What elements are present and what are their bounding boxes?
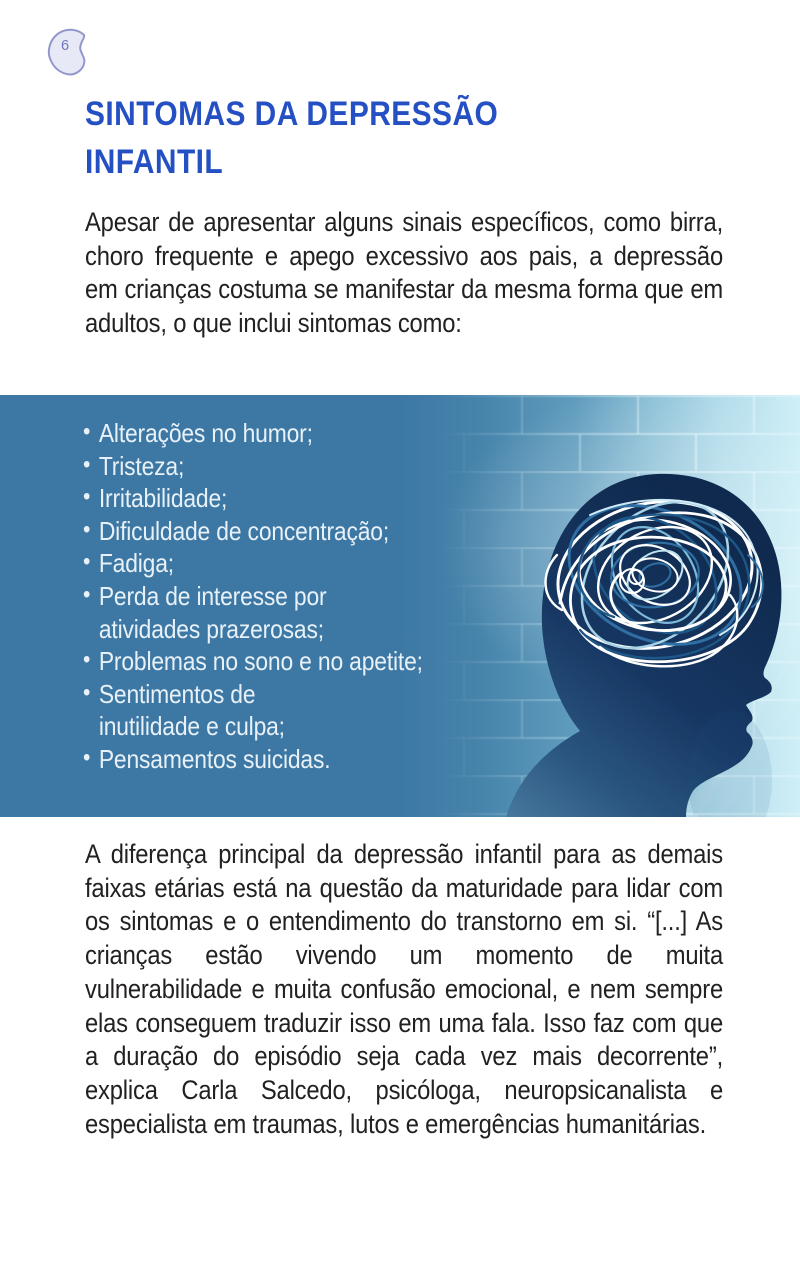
bullet-dot: • (83, 418, 91, 445)
symptom-line: inutilidade e culpa; (98, 711, 285, 742)
symptom-line: atividades prazerosas; (98, 613, 324, 644)
closing-paragraph: A diferença principal da depressão infantil para as demais faixas etárias está na questão da maturidade para lidar com os sintomas e o entendimento do transtorno em si. “[...] As crianças estão vivendo um momento de muita vulnerabilidade e muita confusão emocional, e nem sempre elas conseguem traduzir isso em uma fala. Isso faz com que a duração do episódio seja cada vez mais decorrente”, explica Carla Salcedo, psicóloga, neuropsicanalista e especialista em traumas, lutos e emergências humanitárias. (85, 839, 723, 1139)
symptoms-list (83, 417, 488, 776)
symptom-item (83, 482, 488, 515)
bullet-dot: • (83, 483, 91, 511)
symptom-line: Pensamentos suicidas. (98, 743, 331, 774)
symptom-line: Fadiga; (98, 548, 174, 579)
title-line-2: INFANTIL (85, 143, 224, 181)
title-line-1: SINTOMAS DA DEPRESSÃO (85, 95, 499, 133)
symptom-item (83, 678, 488, 743)
bullet-dot: • (83, 646, 91, 674)
symptom-line: Alterações no humor; (98, 418, 313, 448)
page-number-badge (46, 28, 92, 78)
symptom-line: Tristeza; (98, 450, 185, 481)
symptom-line: Perda de interesse por (98, 580, 327, 611)
bullet-dot: • (83, 548, 91, 576)
symptom-item (83, 743, 488, 776)
badge-blob-icon (46, 28, 92, 78)
bullet-dot: • (83, 515, 91, 543)
bullet-dot: • (83, 580, 91, 608)
symptom-item (83, 515, 488, 548)
intro-paragraph: Apesar de apresentar alguns sinais específicos, como birra, choro frequente e apego excessivo aos pais, a depressão em crianças costuma se manifestar da mesma forma que em adultos, o que inclui sintomas como: (85, 207, 723, 339)
bullet-dot: • (83, 450, 91, 478)
symptom-item (83, 580, 488, 645)
symptom-item (83, 645, 488, 678)
symptom-item (83, 450, 488, 483)
page-number: 6 (60, 38, 70, 54)
symptoms-box (0, 395, 800, 817)
bullet-dot: • (83, 743, 91, 771)
symptom-item (83, 547, 488, 580)
symptom-line: Problemas no sono e no apetite; (98, 646, 423, 677)
symptom-line: Sentimentos de (98, 678, 256, 709)
symptom-item (83, 417, 488, 450)
symptom-line: Irritabilidade; (98, 483, 228, 514)
bullet-dot: • (83, 678, 91, 706)
page-title (85, 90, 723, 186)
symptom-line: Dificuldade de concentração; (98, 515, 390, 546)
